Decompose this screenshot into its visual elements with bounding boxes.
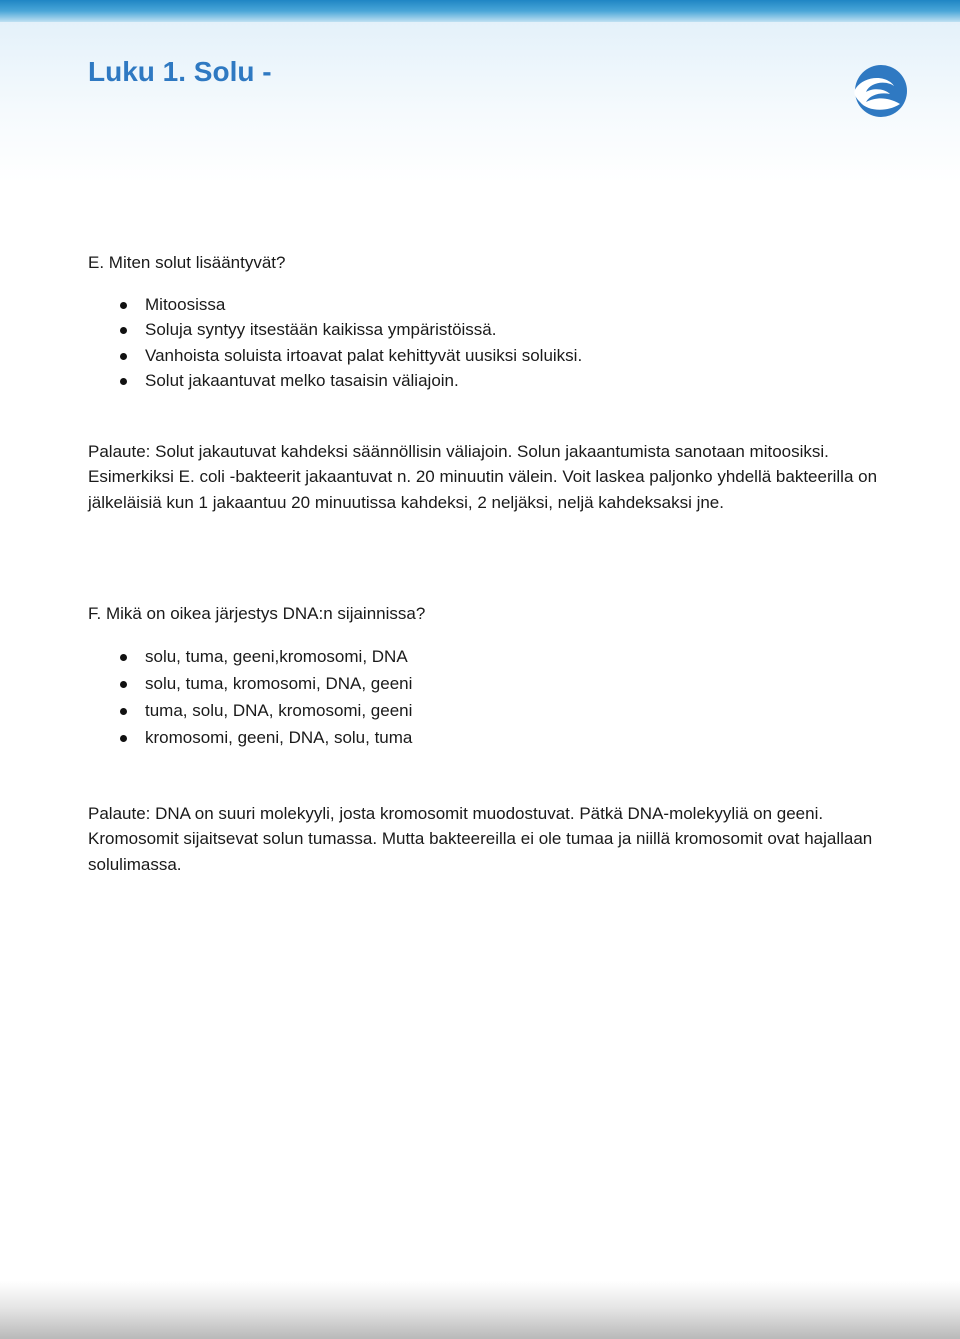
bottom-decorative-band [0,1281,960,1339]
list-item: solu, tuma, kromosomi, DNA, geeni [145,670,878,697]
question-e: E. Miten solut lisääntyvät? [88,253,286,272]
header-background [0,22,960,182]
list-item: Mitoosissa [145,292,878,318]
answer-list-e [88,292,878,394]
question-f: F. Mikä on oikea järjestys DNA:n sijainnissa? [88,604,426,623]
answer-list-f [88,643,878,751]
e-logo-icon [850,62,908,120]
top-decorative-band [0,0,960,22]
document-body [88,250,878,877]
list-item: kromosomi, geeni, DNA, solu, tuma [145,724,878,751]
feedback-e: Palaute: Solut jakautuvat kahdeksi säännöllisin väliajoin. Solun jakaantumista sanotaan mitoosiksi. Esimerkiksi E. coli -bakteerit jakaantuvat n. 20 minuutin välein. Voit laskea paljonko yhdellä bakteerilla on jälkeläisiä kun 1 jakaantuu 20 minuutissa kahdeksi, 2 neljäksi, neljä kahdeksaksi jne. [88,441,878,512]
list-item: solu, tuma, geeni,kromosomi, DNA [145,643,878,670]
list-item: Soluja syntyy itsestään kaikissa ympäristöissä. [145,317,878,343]
page-title: Luku 1. Solu - [88,56,272,87]
feedback-f: Palaute: DNA on suuri molekyyli, josta kromosomit muodostuvat. Pätkä DNA-molekyyliä on geeni. Kromosomit sijaitsevat solun tumassa. Mutta bakteereilla ei ole tumaa ja niillä kromosomit ovat hajallaan solulimassa. [88,803,873,874]
list-item: Solut jakaantuvat melko tasaisin väliajoin. [145,368,878,394]
list-item: tuma, solu, DNA, kromosomi, geeni [145,697,878,724]
list-item: Vanhoista soluista irtoavat palat kehittyvät uusiksi soluiksi. [145,343,878,369]
